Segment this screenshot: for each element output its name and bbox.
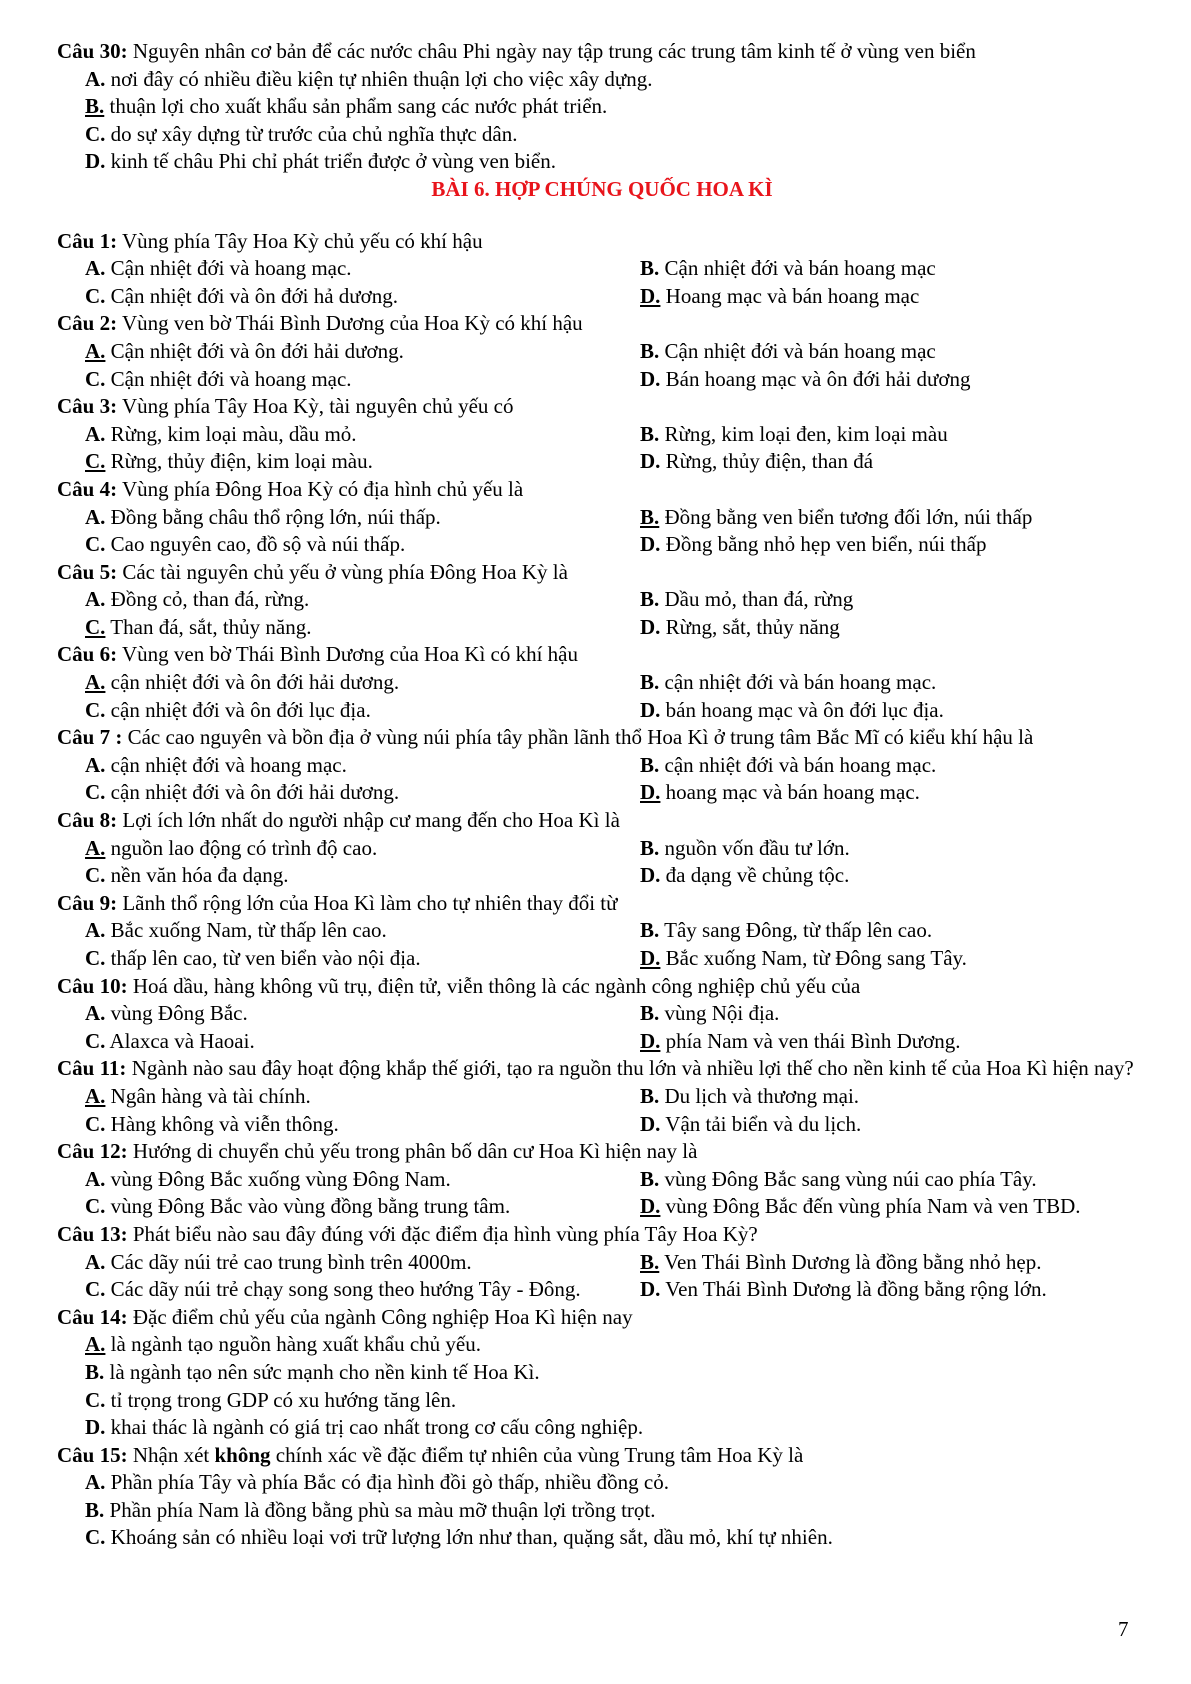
option-text: nền văn hóa đa dạng. xyxy=(105,863,289,888)
option-label: C. xyxy=(85,946,106,970)
option-text: Du lịch và thương mại. xyxy=(659,1083,860,1108)
answer-option xyxy=(57,1193,612,1221)
options-row xyxy=(57,945,1147,973)
question-text: chính xác về đặc điểm tự nhiên của vùng Trung tâm Hoa Kỳ là xyxy=(270,1442,804,1467)
answer-option xyxy=(57,1331,1147,1359)
options-row xyxy=(57,421,1147,449)
question-text: Vùng phía Tây Hoa Kỳ chủ yếu có khí hậu xyxy=(117,228,483,253)
option-label: C. xyxy=(85,1277,106,1302)
option-text: vùng Đông Bắc đến vùng phía Nam và ven TBD. xyxy=(660,1194,1081,1219)
option-text: Cận nhiệt đới và hoang mạc. xyxy=(105,366,352,391)
question-text: Nhận xét xyxy=(127,1442,215,1467)
question-text: Vùng phía Đông Hoa Kỳ có địa hình chủ yếu là xyxy=(117,476,524,501)
options-row xyxy=(57,917,1147,945)
question-number: Câu 30: xyxy=(57,39,128,63)
option-label: C. xyxy=(85,697,106,722)
options-row xyxy=(57,1083,1147,1111)
option-text: Các dãy núi trẻ cao trung bình trên 4000m. xyxy=(105,1249,472,1274)
option-text: kinh tế châu Phi chỉ phát triển được ở vùng ven biển. xyxy=(105,149,556,174)
answer-option xyxy=(612,835,850,863)
question-number: Câu 7 : xyxy=(57,725,123,750)
question-block xyxy=(57,1442,1147,1552)
answer-option xyxy=(57,338,612,366)
answer-option xyxy=(57,862,612,890)
option-label: A. xyxy=(85,1470,106,1495)
question-block xyxy=(57,1138,1147,1221)
question-stem xyxy=(57,476,1147,504)
question-text: Đặc điểm chủ yếu của ngành Công nghiệp Hoa Kì hiện nay xyxy=(127,1304,633,1329)
option-text: cận nhiệt đới và ôn đới hải dương. xyxy=(105,670,400,695)
question-stem xyxy=(57,1221,1147,1249)
answer-option xyxy=(57,1387,1147,1415)
option-text: vùng Nội địa. xyxy=(659,1001,780,1026)
option-text: Ven Thái Bình Dương là đồng bằng rộng lớn. xyxy=(660,1277,1047,1302)
option-text: Cận nhiệt đới và bán hoang mạc xyxy=(659,338,936,363)
question-stem xyxy=(57,641,1147,669)
question-number: Câu 10: xyxy=(57,973,128,998)
option-label: C. xyxy=(85,283,106,308)
answer-option xyxy=(57,945,612,973)
option-text: Vận tải biển và du lịch. xyxy=(660,1111,862,1136)
option-label: B. xyxy=(85,1359,105,1384)
question-stem xyxy=(57,1442,1147,1470)
answer-option xyxy=(57,1166,612,1194)
answer-option xyxy=(57,1249,612,1277)
option-label: C. xyxy=(85,780,106,805)
answer-option xyxy=(612,697,944,725)
option-text: vùng Đông Bắc. xyxy=(105,1001,248,1026)
answer-option xyxy=(57,1469,1147,1497)
option-label: A. xyxy=(85,1166,106,1191)
option-text: cận nhiệt đới và bán hoang mạc. xyxy=(659,670,937,695)
option-text: Cận nhiệt đới và ôn đới hả dương. xyxy=(105,283,398,308)
option-label: C. xyxy=(85,1028,106,1053)
option-label: C. xyxy=(85,614,106,639)
question-text: Lợi ích lớn nhất do người nhập cư mang đến cho Hoa Kì là xyxy=(117,808,620,833)
question-text: Các cao nguyên và bồn địa ở vùng núi phía tây phần lãnh thổ Hoa Kì ở trung tâm Bắc Mĩ có kiểu khí hậu là xyxy=(122,725,1034,750)
option-text: Tây sang Đông, từ thấp lên cao. xyxy=(659,918,933,943)
question-stem xyxy=(57,310,1147,338)
question-text: Hướng di chuyển chủ yếu trong phân bố dân cư Hoa Kì hiện nay là xyxy=(127,1139,698,1164)
question-stem xyxy=(57,890,1147,918)
option-text: cận nhiệt đới và ôn đới lục địa. xyxy=(105,697,371,722)
option-text: Cận nhiệt đới và bán hoang mạc xyxy=(659,256,936,281)
option-label: A. xyxy=(85,587,106,612)
option-text: Bán hoang mạc và ôn đới hải dương xyxy=(660,366,971,391)
answer-option xyxy=(612,421,948,449)
option-label: B. xyxy=(640,670,660,695)
answer-option xyxy=(612,752,936,780)
question-number: Câu 15: xyxy=(57,1442,128,1467)
question-block xyxy=(57,228,1147,311)
question-text: Lãnh thổ rộng lớn của Hoa Kì làm cho tự nhiên thay đổi từ xyxy=(117,890,618,915)
option-label: D. xyxy=(640,283,661,308)
options-row xyxy=(57,835,1147,863)
option-text: là ngành tạo nên sức mạnh cho nền kinh tế Hoa Kì. xyxy=(104,1359,540,1384)
answer-option xyxy=(57,917,612,945)
section-title: BÀI 6. HỢP CHÚNG QUỐC HOA KÌ xyxy=(431,176,773,201)
option-text: nguồn vốn đầu tư lớn. xyxy=(659,835,850,860)
question-text: Nguyên nhân cơ bản để các nước châu Phi ngày nay tập trung các trung tâm kinh tế ở vùng ven biển xyxy=(127,39,976,63)
answer-option xyxy=(57,93,1147,121)
option-label: A. xyxy=(85,1332,106,1357)
options-row xyxy=(57,283,1147,311)
options-row xyxy=(57,586,1147,614)
question-block xyxy=(57,641,1147,724)
option-text: cận nhiệt đới và ôn đới hải dương. xyxy=(105,780,400,805)
option-text: Đồng cỏ, than đá, rừng. xyxy=(105,587,310,612)
answer-option xyxy=(57,614,612,642)
option-label: D. xyxy=(640,946,661,970)
options-row xyxy=(57,255,1147,283)
option-label: A. xyxy=(85,1001,106,1026)
option-label: A. xyxy=(85,918,106,943)
answer-option xyxy=(57,366,612,394)
question-block xyxy=(57,393,1147,476)
document-page xyxy=(57,38,1147,1552)
question-number: Câu 11: xyxy=(57,1056,127,1081)
options-row xyxy=(57,531,1147,559)
option-label: D. xyxy=(640,1194,661,1219)
option-label: D. xyxy=(640,780,661,805)
option-label: B. xyxy=(640,752,660,777)
answer-option xyxy=(612,1166,1037,1194)
option-text: Ngân hàng và tài chính. xyxy=(105,1083,311,1108)
answer-option xyxy=(612,283,919,311)
answer-option xyxy=(612,945,967,973)
answer-option xyxy=(612,614,840,642)
option-text: vùng Đông Bắc sang vùng núi cao phía Tây. xyxy=(659,1166,1037,1191)
option-label: A. xyxy=(85,835,106,860)
question-stem xyxy=(57,393,1147,421)
answer-option xyxy=(57,586,612,614)
option-text: khai thác là ngành có giá trị cao nhất trong cơ cấu công nghiệp. xyxy=(105,1415,644,1440)
answer-option xyxy=(57,1000,612,1028)
option-text: Cận nhiệt đới và ôn đới hải dương. xyxy=(105,338,404,363)
option-label: A. xyxy=(85,338,106,363)
options-row xyxy=(57,669,1147,697)
option-text: thấp lên cao, từ ven biển vào nội địa. xyxy=(105,946,421,970)
option-text: thuận lợi cho xuất khẩu sản phẩm sang các nước phát triển. xyxy=(104,94,608,119)
answer-option xyxy=(57,1359,1147,1387)
option-label: B. xyxy=(640,338,660,363)
question-number: Câu 14: xyxy=(57,1304,128,1329)
answer-option xyxy=(57,531,612,559)
option-label: C. xyxy=(85,1194,106,1219)
option-text: Phần phía Tây và phía Bắc có địa hình đồi gò thấp, nhiều đồng cỏ. xyxy=(105,1470,669,1495)
answer-option xyxy=(612,1000,779,1028)
option-text: Cao nguyên cao, đồ sộ và núi thấp. xyxy=(105,532,406,557)
answer-option xyxy=(57,1028,612,1056)
option-label: D. xyxy=(640,1277,661,1302)
question-block xyxy=(57,1221,1147,1304)
answer-option xyxy=(612,1276,1047,1304)
options-row xyxy=(57,504,1147,532)
options-row xyxy=(57,697,1147,725)
option-text: Rừng, kim loại đen, kim loại màu xyxy=(659,421,948,446)
option-text: vùng Đông Bắc vào vùng đồng bằng trung tâm. xyxy=(105,1194,511,1219)
option-text: Rừng, thủy điện, kim loại màu. xyxy=(105,449,373,474)
answer-option xyxy=(57,1524,1147,1552)
options-row xyxy=(57,1028,1147,1056)
answer-option xyxy=(57,148,1147,176)
option-text: Bắc xuống Nam, từ thấp lên cao. xyxy=(105,918,387,943)
option-label: A. xyxy=(85,66,106,91)
answer-option xyxy=(57,1083,612,1111)
question-text: Vùng ven bờ Thái Bình Dương của Hoa Kì có khí hậu xyxy=(117,642,579,667)
answer-option xyxy=(57,779,612,807)
option-text: đa dạng về chủng tộc. xyxy=(660,863,850,888)
question-stem xyxy=(57,228,1147,256)
question-number: Câu 12: xyxy=(57,1139,128,1164)
option-label: D. xyxy=(85,1415,106,1440)
answer-option xyxy=(612,366,970,394)
answer-option xyxy=(612,531,986,559)
answer-option xyxy=(57,1414,1147,1442)
options-row xyxy=(57,779,1147,807)
option-label: D. xyxy=(640,1028,661,1053)
option-label: C. xyxy=(85,449,106,474)
options-row xyxy=(57,752,1147,780)
option-text: là ngành tạo nguồn hàng xuất khẩu chủ yếu. xyxy=(105,1332,481,1357)
question-block xyxy=(57,559,1147,642)
question-number: Câu 9: xyxy=(57,890,118,915)
question-block xyxy=(57,890,1147,973)
options-row xyxy=(57,1276,1147,1304)
answer-option xyxy=(57,1111,612,1139)
options-row xyxy=(57,1193,1147,1221)
option-text: Bắc xuống Nam, từ Đông sang Tây. xyxy=(660,946,967,970)
options-row xyxy=(57,338,1147,366)
option-text: Cận nhiệt đới và hoang mạc. xyxy=(105,256,352,281)
option-text: nguồn lao động có trình độ cao. xyxy=(105,835,378,860)
question-block xyxy=(57,724,1147,807)
option-label: B. xyxy=(640,1166,660,1191)
option-text: Rừng, kim loại màu, dầu mỏ. xyxy=(105,421,357,446)
answer-option xyxy=(612,1028,961,1056)
option-label: D. xyxy=(640,697,661,722)
option-text: Alaxca và Haoai. xyxy=(105,1028,255,1053)
question-stem xyxy=(57,973,1147,1001)
answer-option xyxy=(57,697,612,725)
option-label: C. xyxy=(85,532,106,557)
answer-option xyxy=(57,835,612,863)
answer-option xyxy=(612,779,920,807)
answer-option xyxy=(612,255,936,283)
option-text: Đồng bằng châu thổ rộng lớn, núi thấp. xyxy=(105,504,441,529)
options-row xyxy=(57,862,1147,890)
question-stem xyxy=(57,38,1147,66)
question-stem xyxy=(57,559,1147,587)
question-block xyxy=(57,973,1147,1056)
options-row xyxy=(57,1249,1147,1277)
answer-option xyxy=(612,1193,1081,1221)
option-label: C. xyxy=(85,1387,106,1412)
option-text: tỉ trọng trong GDP có xu hướng tăng lên. xyxy=(105,1387,457,1412)
question-number: Câu 13: xyxy=(57,1221,128,1246)
options-row xyxy=(57,448,1147,476)
answer-option xyxy=(612,1249,1041,1277)
question-block xyxy=(57,310,1147,393)
options-row xyxy=(57,1000,1147,1028)
option-text: phía Nam và ven thái Bình Dương. xyxy=(660,1028,961,1053)
question-number: Câu 6: xyxy=(57,642,118,667)
question-text: Hoá dầu, hàng không vũ trụ, điện tử, viễn thông là các ngành công nghiệp chủ yếu của xyxy=(127,973,861,998)
question-stem xyxy=(57,1138,1147,1166)
option-text: Đồng bằng ven biển tương đối lớn, núi thấp xyxy=(659,504,1033,529)
question-stem xyxy=(57,1055,1147,1083)
question-text: Vùng ven bờ Thái Bình Dương của Hoa Kỳ có khí hậu xyxy=(117,311,583,336)
answer-option xyxy=(57,504,612,532)
option-text: do sự xây dựng từ trước của chủ nghĩa thực dân. xyxy=(105,121,518,146)
option-label: C. xyxy=(85,1111,106,1136)
answer-option xyxy=(612,586,853,614)
question-stem xyxy=(57,807,1147,835)
question-stem xyxy=(57,1304,1147,1332)
options-row xyxy=(57,366,1147,394)
option-label: D. xyxy=(640,1111,661,1136)
answer-option xyxy=(612,448,873,476)
option-text: cận nhiệt đới và bán hoang mạc. xyxy=(659,752,937,777)
option-label: C. xyxy=(85,1525,106,1550)
option-label: B. xyxy=(640,1249,660,1274)
question-number: Câu 2: xyxy=(57,311,118,336)
answer-option xyxy=(57,752,612,780)
option-label: D. xyxy=(640,366,661,391)
answer-option xyxy=(57,255,612,283)
option-label: A. xyxy=(85,670,106,695)
option-text: Dầu mỏ, than đá, rừng xyxy=(659,587,854,612)
answer-option xyxy=(57,121,1147,149)
question-text: Phát biểu nào sau đây đúng với đặc điểm địa hình vùng phía Tây Hoa Kỳ? xyxy=(127,1221,758,1246)
option-label: B. xyxy=(85,94,105,119)
option-text: cận nhiệt đới và hoang mạc. xyxy=(105,752,347,777)
answer-option xyxy=(612,504,1032,532)
question-block xyxy=(57,807,1147,890)
answer-option xyxy=(612,1083,859,1111)
page-number: 7 xyxy=(1118,1617,1129,1641)
option-label: B. xyxy=(640,918,660,943)
question-text: Vùng phía Tây Hoa Kỳ, tài nguyên chủ yếu có xyxy=(117,394,514,419)
options-row xyxy=(57,1166,1147,1194)
option-label: D. xyxy=(640,532,661,557)
option-text: hoang mạc và bán hoang mạc. xyxy=(660,780,920,805)
question-number: Câu 3: xyxy=(57,394,118,419)
answer-option xyxy=(57,1276,612,1304)
answer-option xyxy=(612,862,849,890)
answer-option xyxy=(57,669,612,697)
option-label: B. xyxy=(640,835,660,860)
option-label: B. xyxy=(85,1497,105,1522)
option-label: D. xyxy=(640,614,661,639)
option-label: B. xyxy=(640,421,660,446)
answer-option xyxy=(57,283,612,311)
option-label: A. xyxy=(85,1249,106,1274)
option-label: D. xyxy=(640,863,661,888)
option-label: D. xyxy=(85,149,106,174)
option-label: A. xyxy=(85,421,106,446)
option-text: Rừng, thủy điện, than đá xyxy=(660,449,874,474)
question-number: Câu 5: xyxy=(57,559,118,584)
option-text: nơi đây có nhiều điều kiện tự nhiên thuận lợi cho việc xây dựng. xyxy=(105,66,653,91)
option-text: Hàng không và viễn thông. xyxy=(105,1111,339,1136)
answer-option xyxy=(57,448,612,476)
option-label: B. xyxy=(640,587,660,612)
question-block xyxy=(57,38,1147,176)
option-text: Ven Thái Bình Dương là đồng bằng nhỏ hẹp. xyxy=(659,1249,1042,1274)
option-label: C. xyxy=(85,366,106,391)
options-row xyxy=(57,614,1147,642)
question-text: Ngành nào sau đây hoạt động khắp thế giới, tạo ra nguồn thu lớn và nhiều lợi thế cho nền kinh tế của Hoa Kì hiện nay? xyxy=(126,1056,1134,1081)
answer-option xyxy=(57,1497,1147,1525)
option-text: Phần phía Nam là đồng bằng phù sa màu mỡ thuận lợi trồng trọt. xyxy=(104,1497,656,1522)
question-block xyxy=(57,1055,1147,1138)
option-label: B. xyxy=(640,256,660,281)
question-text-emphasis: không xyxy=(214,1442,271,1467)
question-block xyxy=(57,1304,1147,1442)
answer-option xyxy=(612,1111,861,1139)
option-label: A. xyxy=(85,1083,106,1108)
option-label: C. xyxy=(85,863,106,888)
option-label: A. xyxy=(85,504,106,529)
option-text: Đồng bằng nhỏ hẹp ven biển, núi thấp xyxy=(660,532,987,557)
answer-option xyxy=(612,917,932,945)
option-text: Rừng, sắt, thủy năng xyxy=(660,614,840,639)
option-label: B. xyxy=(640,504,660,529)
option-label: B. xyxy=(640,1083,660,1108)
answer-option xyxy=(612,338,936,366)
option-text: Khoáng sản có nhiều loại vơi trữ lượng lớn như than, quặng sắt, dầu mỏ, khí tự nhiên. xyxy=(105,1525,833,1550)
answer-option xyxy=(57,421,612,449)
question-block xyxy=(57,476,1147,559)
option-label: B. xyxy=(640,1001,660,1026)
option-label: A. xyxy=(85,752,106,777)
option-label: C. xyxy=(85,121,106,146)
question-number: Câu 1: xyxy=(57,228,118,253)
option-text: Than đá, sắt, thủy năng. xyxy=(105,614,312,639)
answer-option xyxy=(57,66,1147,94)
question-number: Câu 4: xyxy=(57,476,118,501)
question-text: Các tài nguyên chủ yếu ở vùng phía Đông Hoa Kỳ là xyxy=(117,559,568,584)
option-text: Các dãy núi trẻ chạy song song theo hướng Tây - Đông. xyxy=(105,1277,581,1302)
option-label: A. xyxy=(85,256,106,281)
answer-option xyxy=(612,669,936,697)
option-label: D. xyxy=(640,449,661,474)
options-row xyxy=(57,1111,1147,1139)
option-text: bán hoang mạc và ôn đới lục địa. xyxy=(660,697,944,722)
option-text: vùng Đông Bắc xuống vùng Đông Nam. xyxy=(105,1166,451,1191)
question-stem xyxy=(57,724,1147,752)
question-number: Câu 8: xyxy=(57,808,118,833)
option-text: Hoang mạc và bán hoang mạc xyxy=(660,283,920,308)
